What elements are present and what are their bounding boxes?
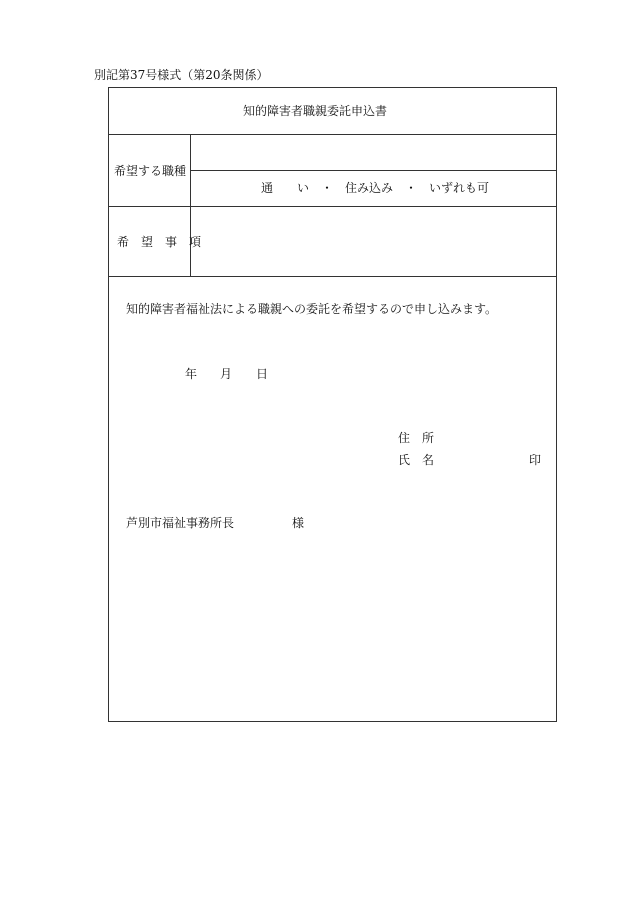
date-day: 日 xyxy=(256,367,269,381)
label-column-divider xyxy=(190,134,191,276)
name-field[interactable] xyxy=(440,453,520,467)
occupation-label: 希望する職種 xyxy=(114,164,187,178)
divider-occupation xyxy=(108,206,557,207)
commute-options[interactable]: 通 い ・ 住み込み ・ いずれも可 xyxy=(261,181,490,195)
divider-occupation-inner xyxy=(190,170,557,171)
form-number: 別記第37号様式（第20条関係） xyxy=(94,68,269,82)
divider-title xyxy=(108,134,557,135)
date-year: 年 xyxy=(185,367,198,381)
request-label: 希 望 事 項 xyxy=(117,235,202,249)
request-field[interactable] xyxy=(196,214,550,270)
name-label: 氏 名 xyxy=(398,453,435,467)
addressee: 芦別市福祉事務所長 xyxy=(126,516,235,530)
honorific: 様 xyxy=(292,516,305,530)
form-title: 知的障害者職親委託申込書 xyxy=(242,104,387,118)
divider-request xyxy=(108,276,557,277)
address-label: 住 所 xyxy=(398,431,435,445)
application-statement: 知的障害者福祉法による職親への委託を希望するので申し込みます。 xyxy=(126,302,498,316)
occupation-field[interactable] xyxy=(196,145,550,163)
date-month: 月 xyxy=(220,367,233,381)
seal-mark: 印 xyxy=(529,453,542,467)
address-field[interactable] xyxy=(440,431,550,445)
